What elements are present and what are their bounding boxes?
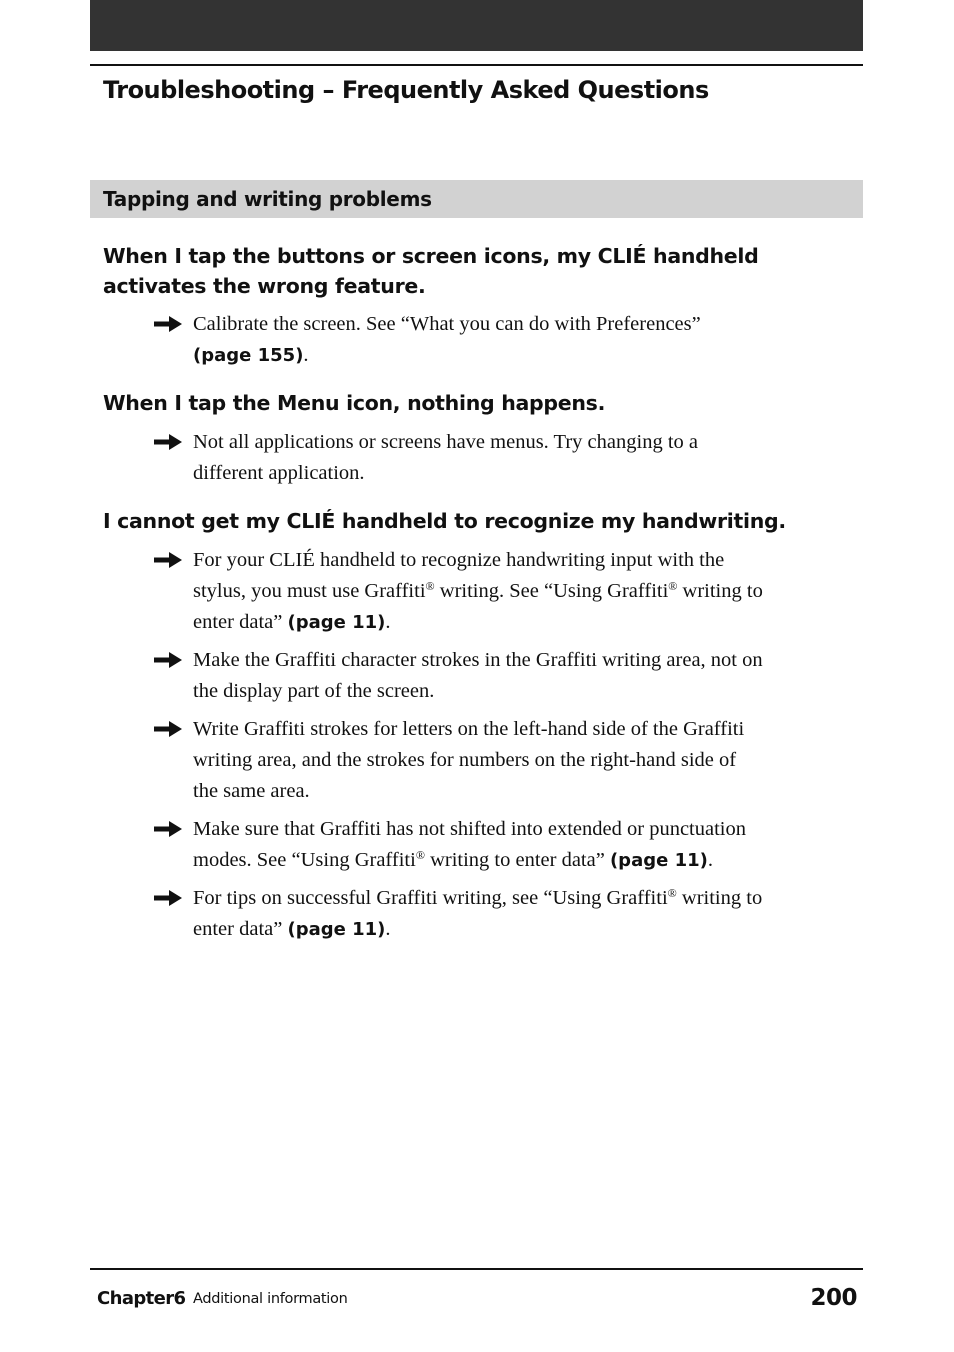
footer-chapter: Chapter6 — [97, 1288, 186, 1309]
section-title: Tapping and writing problems — [103, 187, 432, 211]
right-arrow-icon — [154, 720, 182, 738]
answer-item: Not all applications or screens have menus. Try changing to a different application. — [154, 427, 864, 489]
footer-rule — [90, 1268, 863, 1270]
page-reference-link[interactable]: (page 155) — [193, 345, 304, 366]
page-reference-link[interactable]: (page 11) — [609, 850, 708, 871]
page-title: Troubleshooting – Frequently Asked Questions — [103, 76, 709, 104]
right-arrow-icon — [154, 889, 182, 907]
header-bar — [90, 0, 863, 51]
right-arrow-icon — [154, 651, 182, 669]
registered-mark: ® — [425, 579, 435, 593]
question-heading-1: When I tap the buttons or screen icons, my CLIÉ handheld activates the wrong feature. — [103, 244, 759, 298]
registered-mark: ® — [667, 886, 677, 900]
title-rule — [90, 64, 863, 66]
page-reference-link[interactable]: (page 11) — [287, 612, 386, 633]
answer-item: Make sure that Graffiti has not shifted into extended or punctuation modes. See “Using Graffiti® writing to enter data” (page 11). — [154, 814, 864, 876]
question-heading-2: When I tap the Menu icon, nothing happens. — [103, 391, 606, 415]
right-arrow-icon — [154, 820, 182, 838]
registered-mark: ® — [668, 579, 678, 593]
answer-item: Calibrate the screen. See “What you can do with Preferences” (page 155). — [154, 309, 864, 371]
answer-item: Write Graffiti strokes for letters on the left-hand side of the Graffiti writing area, and the strokes for numbers on the right-hand side of the same area. — [154, 714, 864, 807]
question-heading-3: I cannot get my CLIÉ handheld to recognize my handwriting. — [103, 509, 786, 533]
page-number: 200 — [810, 1285, 857, 1311]
footer-chapter-description: Additional information — [193, 1291, 348, 1307]
right-arrow-icon — [154, 433, 182, 451]
answer-item: For tips on successful Graffiti writing, see “Using Graffiti® writing to enter data” (page 11). — [154, 883, 864, 945]
right-arrow-icon — [154, 551, 182, 569]
right-arrow-icon — [154, 315, 182, 333]
registered-mark: ® — [415, 848, 425, 862]
page-reference-link[interactable]: (page 11) — [287, 919, 386, 940]
answer-item: For your CLIÉ handheld to recognize handwriting input with the stylus, you must use Graffiti® writing. See “Using Graffiti® writing to enter data” (page 11). — [154, 545, 864, 638]
section-band — [90, 180, 863, 218]
answer-item: Make the Graffiti character strokes in the Graffiti writing area, not on the display part of the screen. — [154, 645, 864, 707]
